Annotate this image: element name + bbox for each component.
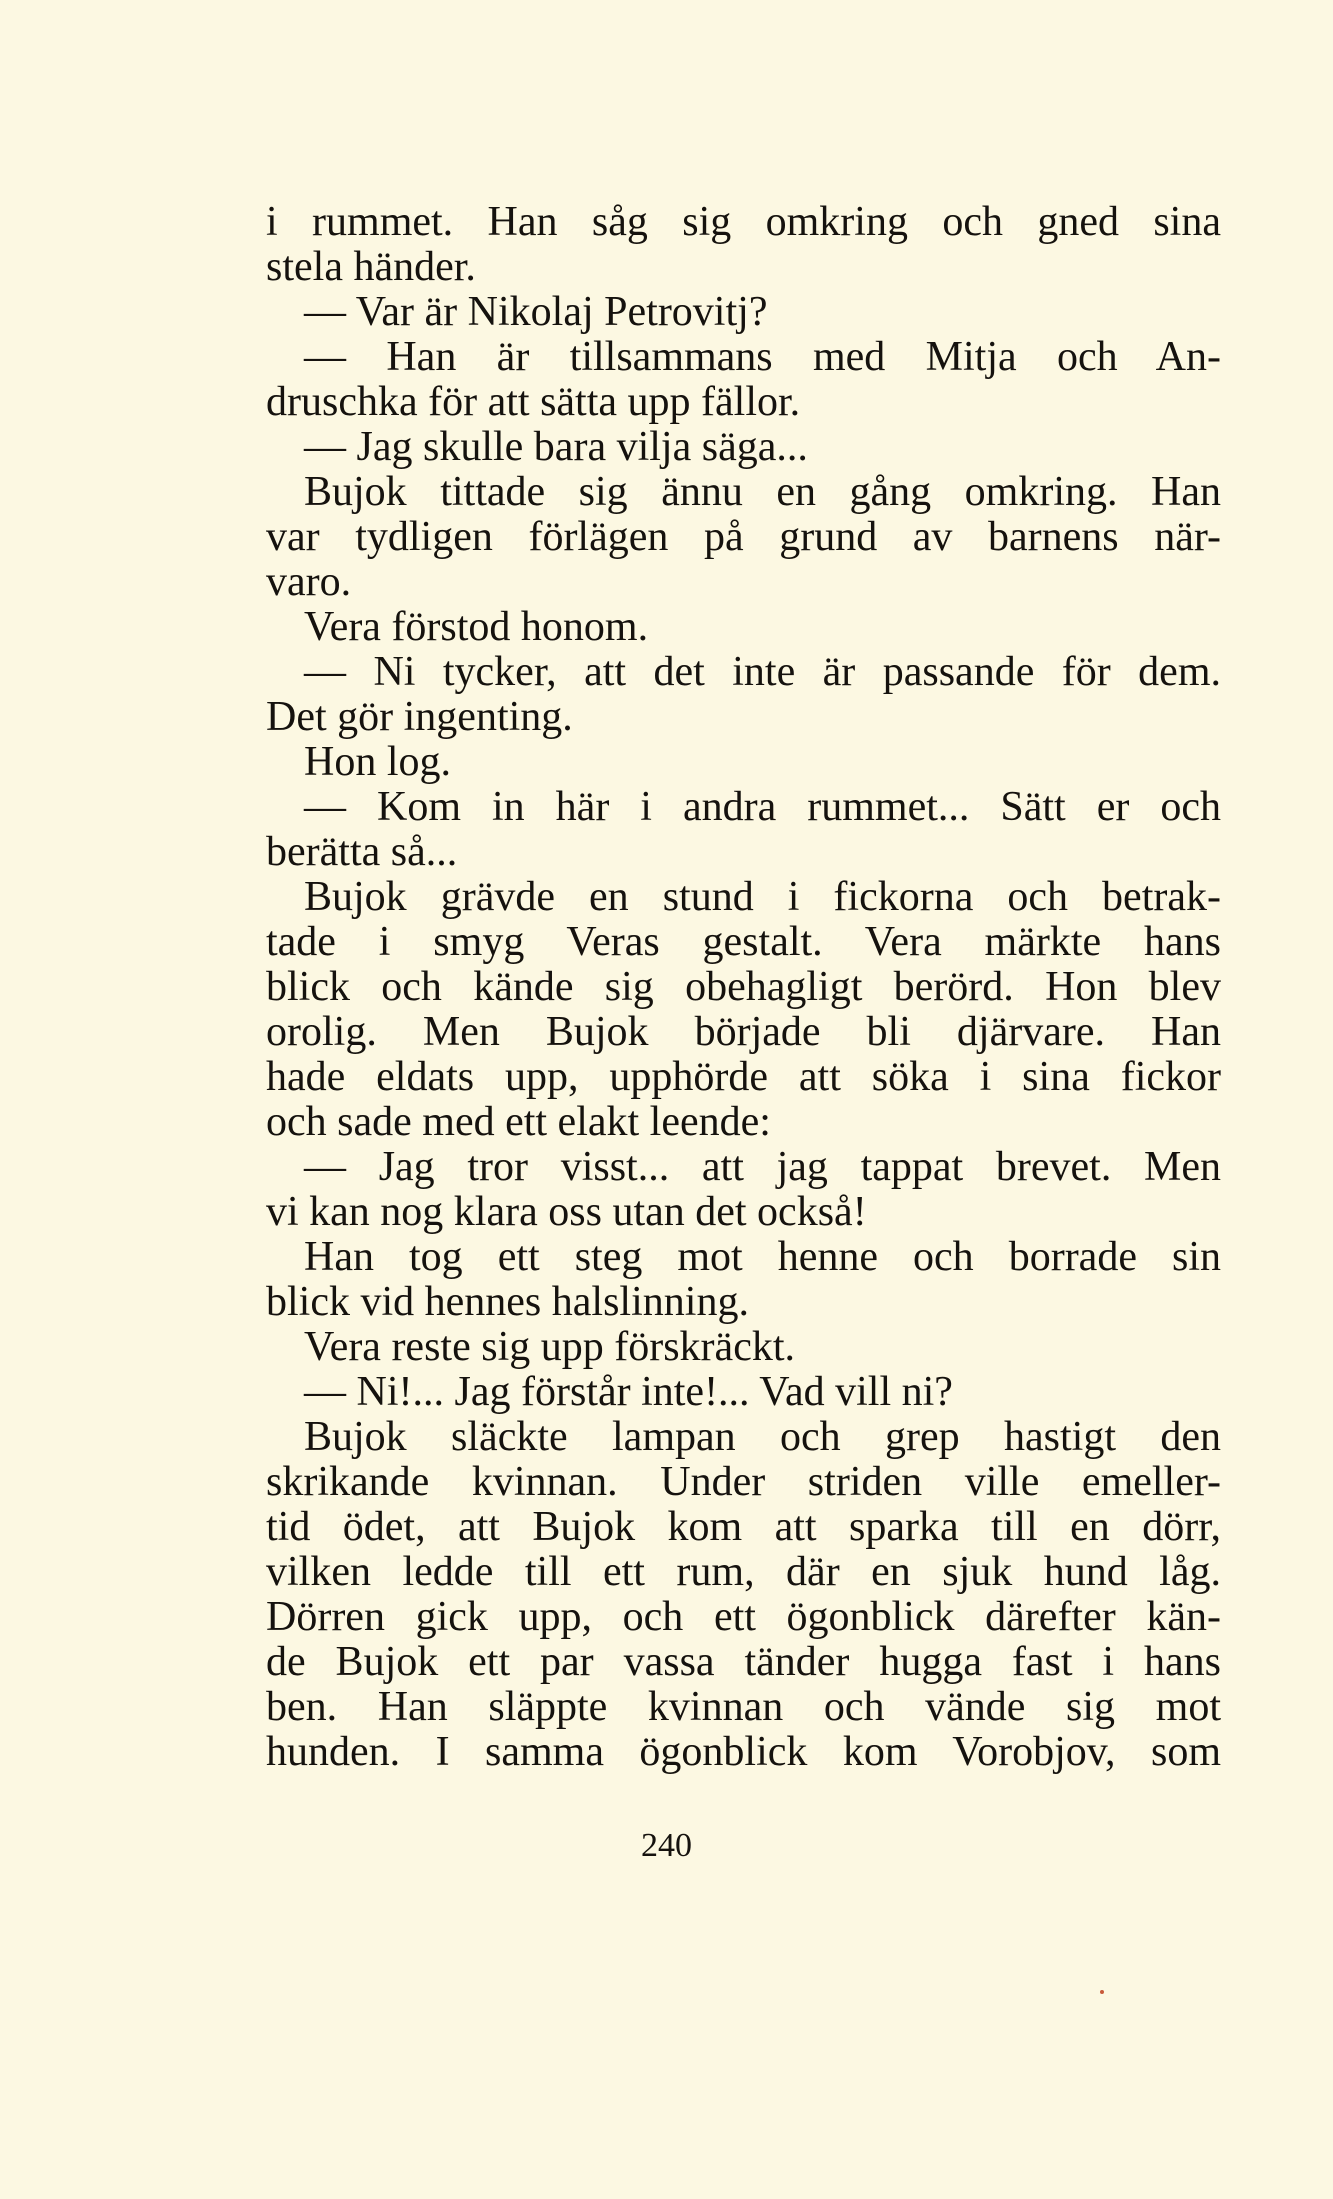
text-line: Bujok tittade sig ännu en gång omkring. Han — [304, 469, 1221, 515]
text-line: och sade med ett elakt leende: — [266, 1099, 771, 1145]
text-line: vi kan nog klara oss utan det också! — [266, 1189, 867, 1235]
text-line: de Bujok ett par vassa tänder hugga fast i hans — [266, 1639, 1221, 1685]
text-line: Det gör ingenting. — [266, 694, 573, 740]
text-line: ben. Han släppte kvinnan och vände sig mot — [266, 1684, 1221, 1730]
text-line: Vera reste sig upp förskräckt. — [304, 1324, 795, 1370]
text-line: — Jag skulle bara vilja säga... — [304, 424, 808, 470]
text-line: Han tog ett steg mot henne och borrade sin — [304, 1234, 1221, 1280]
text-line: druschka för att sätta upp fällor. — [266, 379, 801, 425]
text-line: — Ni tycker, att det inte är passande för dem. — [304, 649, 1221, 695]
text-line: hade eldats upp, upphörde att söka i sina fickor — [266, 1054, 1221, 1100]
text-line: vilken ledde till ett rum, där en sjuk hund låg. — [266, 1549, 1221, 1595]
page-number: 240 — [641, 1827, 692, 1864]
text-line: hunden. I samma ögonblick kom Vorobjov, som — [266, 1729, 1221, 1775]
text-line: Dörren gick upp, och ett ögonblick därefter kän- — [266, 1594, 1221, 1640]
text-line: skrikande kvinnan. Under striden ville emeller- — [266, 1459, 1221, 1505]
body-text — [266, 200, 1221, 1775]
text-line: — Jag tror visst... att jag tappat brevet. Men — [304, 1144, 1221, 1190]
text-line: orolig. Men Bujok började bli djärvare. Han — [266, 1009, 1221, 1055]
text-line: blick och kände sig obehagligt berörd. Hon blev — [266, 964, 1221, 1010]
text-line: berätta så... — [266, 829, 458, 875]
text-line: Hon log. — [304, 739, 451, 785]
text-line: — Kom in här i andra rummet... Sätt er och — [304, 784, 1221, 830]
text-line: — Han är tillsammans med Mitja och An- — [304, 334, 1221, 380]
text-line: varo. — [266, 559, 352, 605]
text-line: tade i smyg Veras gestalt. Vera märkte hans — [266, 919, 1221, 965]
text-line: i rummet. Han såg sig omkring och gned sina — [266, 199, 1221, 245]
ink-speck — [1100, 1990, 1104, 1994]
text-line: — Var är Nikolaj Petrovitj? — [304, 289, 768, 335]
text-line: var tydligen förlägen på grund av barnens när- — [266, 514, 1221, 560]
text-line: blick vid hennes halslinning. — [266, 1279, 749, 1325]
text-line: Vera förstod honom. — [304, 604, 649, 650]
text-line: Bujok grävde en stund i fickorna och betrak- — [304, 874, 1221, 920]
text-line: — Ni!... Jag förstår inte!... Vad vill ni? — [304, 1369, 953, 1415]
text-line: tid ödet, att Bujok kom att sparka till en dörr, — [266, 1504, 1221, 1550]
text-line: Bujok släckte lampan och grep hastigt den — [304, 1414, 1221, 1460]
text-line: stela händer. — [266, 244, 476, 290]
